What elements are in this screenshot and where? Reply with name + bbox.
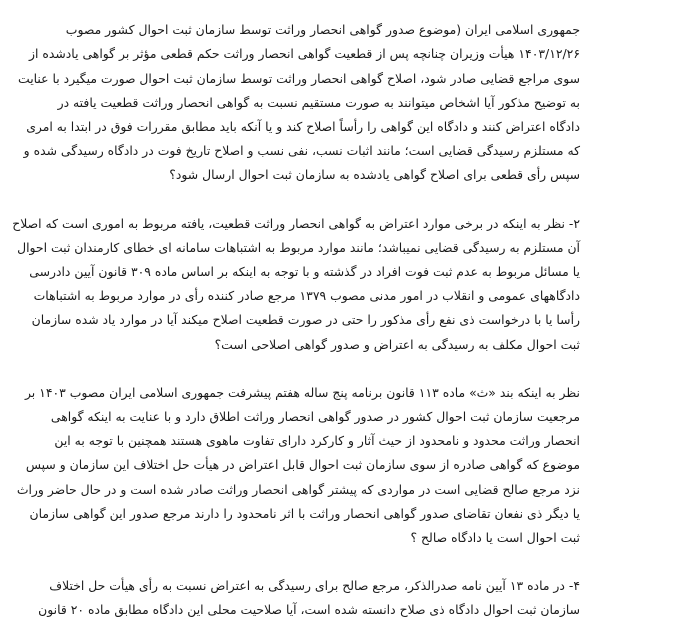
paragraph-1 (18, 0, 580, 188)
text-line: نظر به اینکه بند «ث» ماده ۱۱۳ قانون برنامه پنج ساله هفتم پیشرفت جمهوری اسلامی ایران مصوب ۱۴۰۳ بر (24, 384, 580, 400)
document-page (12, 0, 580, 623)
text-line: به توضیح مذکور آیا اشخاص میتوانند به صورت مستقیم نسبت به گواهی انحصار وراثت قطعیت یافته در (57, 94, 580, 110)
text-line: آن مستلزم به رسیدگی قضایی نمیباشد؛ مانند موارد مربوط به اشتباهات سامانه ای خطای کارمندان ثبت احوال (17, 239, 580, 255)
text-line: نزد مرجع صالح قضایی است در مواردی که پیشتر گواهی انحصار وراثت صادر شده است و در حال حاضر وراث (16, 481, 580, 497)
text-line: رأسا یا با درخواست ذی نفع رأی مذکور را حتی در صورت قطعیت اصلاح میکند آیا در موارد یاد شده سازمان (31, 312, 580, 328)
text-line: سازمان ثبت احوال دادگاه ذی صلاح دانسته شده است، آیا صلاحیت محلی این دادگاه مطابق ماده ۲۰ قانون (38, 602, 580, 618)
text-line: سوی مراجع قضایی صادر شود، اصلاح گواهی انحصار وراثت توسط سازمان ثبت احوال صورت میگیرد با عنایت (18, 70, 580, 86)
text-line: ۱۴۰۳/۱۲/۲۶ هیأت وزیران چنانچه پس از قطعیت گواهی انحصار وراثت حکم قطعی مؤثر بر گواهی یادشده از (29, 46, 580, 62)
text-line: موضوع که گواهی صادره از سوی سازمان ثبت احوال قابل اعتراض در هیأت حل اختلاف این سازمان و سپس (25, 457, 580, 473)
text-line: دادگاههای عمومی و انقلاب در امور مدنی مصوب ۱۳۷۹ مرجع صادر کننده رأی در موارد مربوط به اشتباهات (33, 288, 580, 304)
text-line: ۲- نظر به اینکه در برخی موارد اعتراض به گواهی انحصار وراثت قطعیت، یافته مربوط به اموری است که اصلاح (12, 215, 580, 231)
text-line: ثبت احوال مکلف به رسیدگی به اعتراض و صدور گواهی اصلاحی است؟ (214, 336, 580, 352)
paragraph-2 (12, 212, 580, 357)
text-line: جمهوری اسلامی ایران (موضوع صدور گواهی انحصار وراثت توسط سازمان ثبت احوال کشور مصوب (65, 22, 580, 38)
text-line: دادگاه اعتراض کنند و دادگاه این گواهی را رأساً اصلاح کند و یا آنکه باید مطابق مقررات فوق در ابتدا به امری (26, 119, 580, 135)
text-line: ثبت احوال است یا دادگاه صالح ؟ (410, 530, 580, 546)
text-line: انحصار وراثت محدود و نامحدود از حیث آثار و کارکرد دارای تفاوت ماهوی هستند همچنین با توجه به این (54, 433, 580, 449)
text-line: مرجعیت سازمان ثبت احوال کشور در صدور گواهی انحصار وراثت اطلاق دارد و با عنایت به اینکه گواهی (50, 409, 580, 425)
text-line: یا دیگر ذی نفعان تقاضای صدور گواهی انحصار وراثت با اثر نامحدود را دارند مرجع صدور این گواهی سازمان (29, 505, 580, 521)
paragraph-3 (16, 381, 580, 550)
text-line: یا مسائل مربوط به عدم ثبت فوت افراد در گذشته و با توجه به اینکه بر اساس ماده ۳۰۹ قانون آیین دادرسی (29, 264, 580, 280)
text-line: که مستلزم رسیدگی قضایی است؛ مانند اثبات نسب، نفی نسب و اصلاح تاریخ فوت در دادگاه رسیدگی شده و (23, 143, 580, 159)
paragraph-4 (38, 574, 580, 622)
text-line: سپس رأی قطعی برای اصلاح گواهی یادشده به سازمان ثبت احوال ارسال شود؟ (169, 167, 580, 183)
text-line: ۴- در ماده ۱۳ آیین نامه صدرالذکر، مرجع صالح برای رسیدگی به اعتراض نسبت به رأی هیأت حل اختلاف (49, 578, 580, 594)
